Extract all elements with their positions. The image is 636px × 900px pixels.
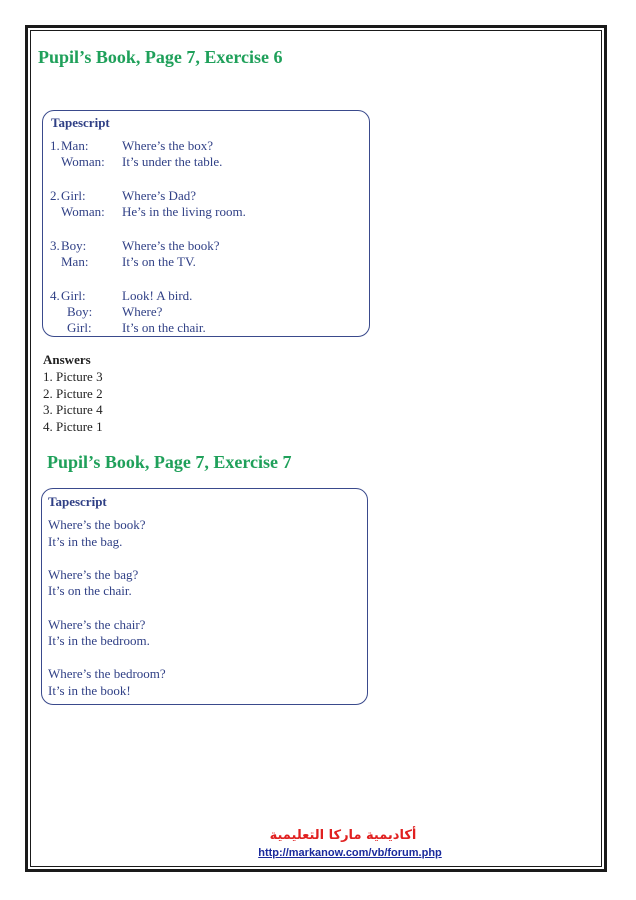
footer-academy-name: أكاديمية ماركا التعليمية bbox=[269, 828, 417, 843]
answer-item: 3. Picture 4 bbox=[43, 402, 103, 418]
answer-item: 1. Picture 3 bbox=[43, 369, 103, 384]
dialogue-number: 2. bbox=[50, 188, 60, 203]
dialogue-text: It’s on the chair. bbox=[122, 320, 206, 335]
speaker: Boy: bbox=[61, 238, 87, 253]
speaker: Woman: bbox=[61, 204, 105, 219]
answer-line: It’s in the bag. bbox=[48, 534, 123, 549]
speaker: Girl: bbox=[61, 188, 86, 203]
exercise7-tapescript-title: Tapescript bbox=[48, 494, 107, 509]
question-line: Where’s the bedroom? bbox=[48, 666, 166, 681]
answers-title: Answers bbox=[43, 352, 91, 367]
dialogue-text: Where? bbox=[122, 304, 163, 319]
question-line: Where’s the bag? bbox=[48, 567, 139, 582]
dialogue-text: Where’s the box? bbox=[122, 138, 213, 153]
dialogue-text: It’s on the TV. bbox=[122, 254, 196, 269]
dialogue-number: 4. bbox=[50, 288, 60, 303]
answers-list bbox=[43, 369, 103, 435]
speaker: Boy: bbox=[67, 304, 93, 319]
question-line: Where’s the book? bbox=[48, 517, 146, 532]
dialogue-text: Where’s Dad? bbox=[122, 188, 196, 203]
speaker: Man: bbox=[61, 254, 89, 269]
dialogue-number: 1. bbox=[50, 138, 60, 153]
exercise6-tapescript-title: Tapescript bbox=[51, 115, 110, 130]
answer-line: It’s in the book! bbox=[48, 683, 131, 698]
answer-item: 4. Picture 1 bbox=[43, 418, 103, 434]
answer-item: 2. Picture 2 bbox=[43, 385, 103, 401]
exercise6-heading: Pupil’s Book, Page 7, Exercise 6 bbox=[38, 47, 283, 67]
dialogue-text: He’s in the living room. bbox=[122, 204, 246, 219]
question-line: Where’s the chair? bbox=[48, 617, 146, 632]
exercise6-tapescript-box bbox=[42, 110, 370, 337]
exercise7-heading: Pupil’s Book, Page 7, Exercise 7 bbox=[47, 452, 292, 472]
dialogue-text: Look! A bird. bbox=[122, 288, 193, 303]
speaker: Girl: bbox=[67, 320, 92, 335]
speaker: Man: bbox=[61, 138, 89, 153]
dialogue-text: Where’s the book? bbox=[122, 238, 220, 253]
answer-line: It’s on the chair. bbox=[48, 583, 132, 598]
speaker: Woman: bbox=[61, 154, 105, 169]
answer-line: It’s in the bedroom. bbox=[48, 633, 150, 648]
dialogue-number: 3. bbox=[50, 238, 60, 253]
exercise7-tapescript-box bbox=[41, 488, 368, 705]
footer-forum-link[interactable]: http://markanow.com/vb/forum.php bbox=[258, 847, 442, 859]
dialogue-text: It’s under the table. bbox=[122, 154, 223, 169]
speaker: Girl: bbox=[61, 288, 86, 303]
